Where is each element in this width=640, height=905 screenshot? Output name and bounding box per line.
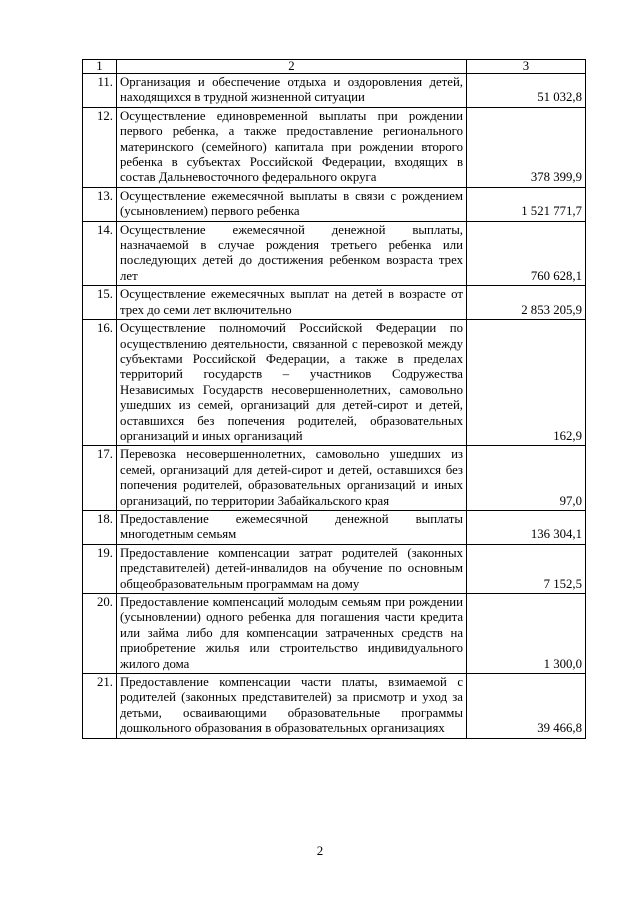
column-header-description: 2 xyxy=(117,60,467,74)
row-number: 14. xyxy=(83,221,117,286)
row-description: Предоставление компенсаций молодым семьям при рождении (усыновлении) одного ребенка для погашения части кредита или займа либо для компенсации затраченных средств на приобретение жилья или строительство индивидуального жилого дома xyxy=(117,594,467,674)
row-number: 15. xyxy=(83,286,117,320)
column-header-number: 1 xyxy=(83,60,117,74)
row-amount: 1 521 771,7 xyxy=(467,187,586,221)
row-description: Осуществление ежемесячной выплаты в связи с рождением (усыновлением) первого ребенка xyxy=(117,187,467,221)
row-number: 13. xyxy=(83,187,117,221)
row-number: 20. xyxy=(83,594,117,674)
row-number: 17. xyxy=(83,446,117,511)
table-row xyxy=(83,510,586,544)
row-number: 21. xyxy=(83,674,117,739)
row-number: 18. xyxy=(83,510,117,544)
row-amount: 97,0 xyxy=(467,446,586,511)
table-row xyxy=(83,446,586,511)
row-amount: 1 300,0 xyxy=(467,594,586,674)
table-row xyxy=(83,320,586,446)
table-row xyxy=(83,187,586,221)
row-number: 16. xyxy=(83,320,117,446)
row-amount: 7 152,5 xyxy=(467,544,586,593)
row-amount: 51 032,8 xyxy=(467,74,586,108)
table-row xyxy=(83,544,586,593)
row-amount: 760 628,1 xyxy=(467,221,586,286)
page-number: 2 xyxy=(316,843,324,858)
row-description: Предоставление ежемесячной денежной выплаты многодетным семьям xyxy=(117,510,467,544)
budget-table xyxy=(82,59,586,739)
row-description: Осуществление ежемесячных выплат на детей в возрасте от трех до семи лет включительно xyxy=(117,286,467,320)
row-amount: 162,9 xyxy=(467,320,586,446)
column-header-amount: 3 xyxy=(467,60,586,74)
row-description: Осуществление полномочий Российской Федерации по осуществлению деятельности, связанной с перевозкой между субъектами Российской Федерации, а также в пределах территорий государств – участников Содружества Независимых Государств несовершеннолетних, самовольно ушедших из семей, организаций для детей-сирот и детей, оставшихся без попечения родителей, образовательных организаций и иных организаций xyxy=(117,320,467,446)
row-description: Осуществление единовременной выплаты при рождении первого ребенка, а также предоставление регионального материнского (семейного) капитала при рождении второго ребенка в субъектах Российской Федерации, входящих в состав Дальневосточного федерального округа xyxy=(117,107,467,187)
row-amount: 378 399,9 xyxy=(467,107,586,187)
table-row xyxy=(83,674,586,739)
row-description: Перевозка несовершеннолетних, самовольно ушедших из семей, организаций для детей-сирот и детей, оставшихся без попечения родителей, образовательных организаций и иных организаций, по территории Забайкальского края xyxy=(117,446,467,511)
table-header-row xyxy=(83,60,586,74)
table-row xyxy=(83,594,586,674)
row-amount: 136 304,1 xyxy=(467,510,586,544)
table-row xyxy=(83,286,586,320)
row-description: Осуществление ежемесячной денежной выплаты, назначаемой в случае рождения третьего ребенка или последующих детей до достижения ребенком возраста трех лет xyxy=(117,221,467,286)
row-number: 12. xyxy=(83,107,117,187)
row-amount: 39 466,8 xyxy=(467,674,586,739)
table-row xyxy=(83,221,586,286)
row-description: Организация и обеспечение отдыха и оздоровления детей, находящихся в трудной жизненной ситуации xyxy=(117,74,467,108)
row-number: 19. xyxy=(83,544,117,593)
row-number: 11. xyxy=(83,74,117,108)
row-description: Предоставление компенсации части платы, взимаемой с родителей (законных представителей) за присмотр и уход за детьми, осваивающими образовательные программы дошкольного образования в образовательных организациях xyxy=(117,674,467,739)
table-row xyxy=(83,107,586,187)
row-amount: 2 853 205,9 xyxy=(467,286,586,320)
row-description: Предоставление компенсации затрат родителей (законных представителей) детей-инвалидов на обучение по основным общеобразовательным программам на дому xyxy=(117,544,467,593)
table-row xyxy=(83,74,586,108)
